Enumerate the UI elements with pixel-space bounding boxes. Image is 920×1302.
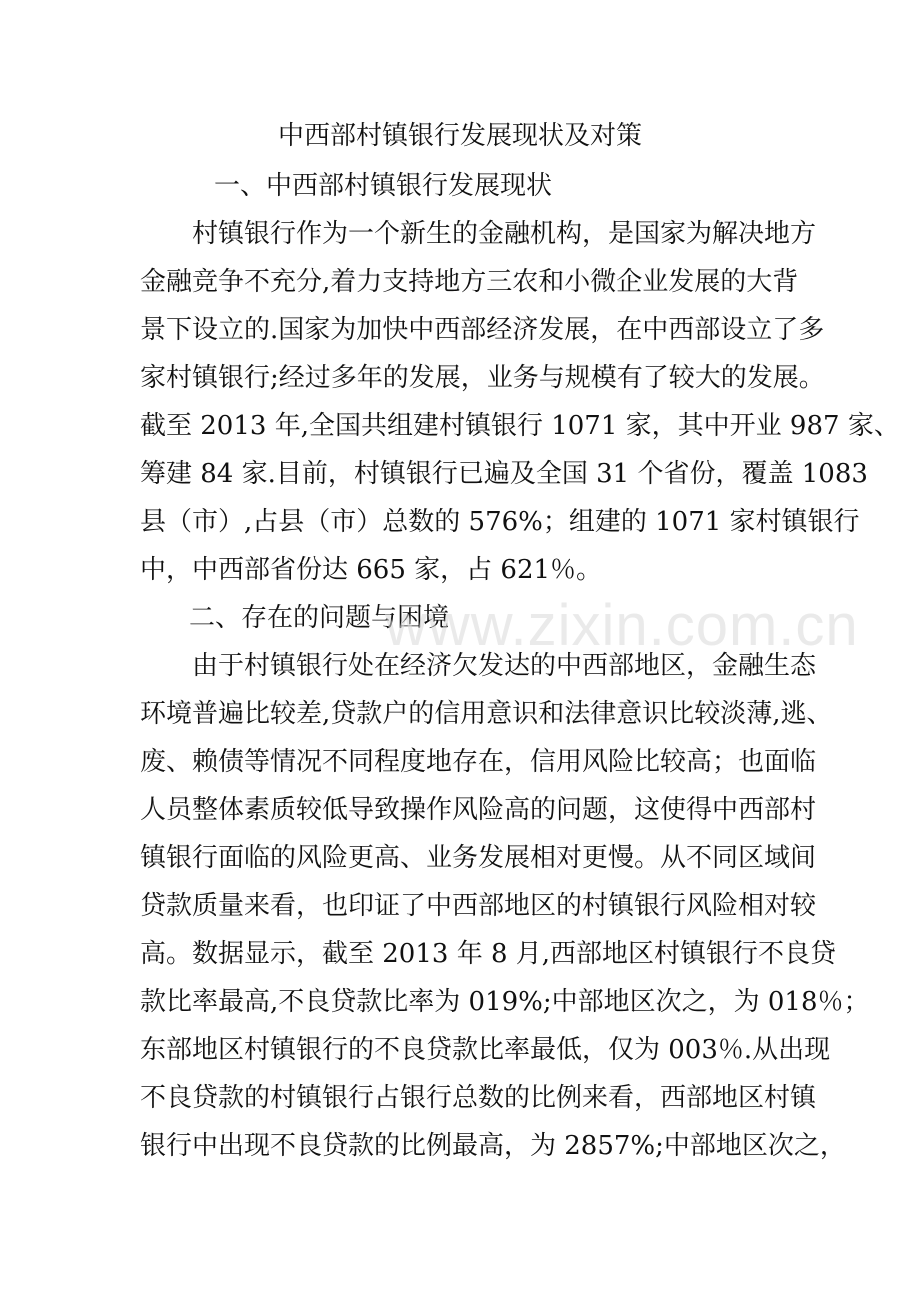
paragraph-line: 东部地区村镇银行的不良贷款比率最低，仅为 003％.从出现	[140, 1035, 831, 1065]
section-1-paragraph	[140, 210, 900, 594]
site-watermark: www.zixin.com.cn	[385, 593, 859, 658]
paragraph-line: 废、赖债等情况不同程度地存在，信用风险比较高；也面临	[140, 747, 817, 777]
paragraph-line: 中，中西部省份达 665 家，占 621％。	[140, 555, 603, 585]
paragraph-line: 款比率最高,不良贷款比率为 019%;中部地区次之，为 018％；	[140, 987, 870, 1017]
paragraph-line: 高。数据显示，截至 2013 年 8 月,西部地区村镇银行不良贷	[140, 939, 837, 969]
section-1-heading: 一、中西部村镇银行发展现状	[214, 171, 553, 201]
section-2-paragraph	[140, 642, 870, 1170]
paragraph-line: 人员整体素质较低导致操作风险高的问题，这使得中西部村	[140, 795, 817, 825]
paragraph-line: 村镇银行作为一个新生的金融机构，是国家为解决地方	[140, 219, 817, 249]
paragraph-line: 贷款质量来看，也印证了中西部地区的村镇银行风险相对较	[140, 891, 817, 921]
paragraph-line: 筹建 84 家.目前，村镇银行已遍及全国 31 个省份，覆盖 1083	[140, 459, 868, 489]
section-2-heading: 二、存在的问题与困境	[189, 603, 450, 633]
paragraph-line: 金融竞争不充分,着力支持地方三农和小微企业发展的大背	[140, 267, 799, 297]
paragraph-line: 银行中出现不良贷款的比例最高，为 2857%;中部地区次之，	[140, 1131, 846, 1161]
paragraph-line: 镇银行面临的风险更高、业务发展相对更慢。从不同区域间	[140, 843, 817, 873]
paragraph-line: 家村镇银行;经过多年的发展，业务与规模有了较大的发展。	[140, 363, 825, 393]
paragraph-line: 景下设立的.国家为加快中西部经济发展，在中西部设立了多	[140, 315, 825, 345]
paragraph-line: 由于村镇银行处在经济欠发达的中西部地区，金融生态	[140, 651, 817, 681]
document-title: 中西部村镇银行发展现状及对策	[277, 121, 642, 151]
paragraph-line: 截至 2013 年,全国共组建村镇银行 1071 家，其中开业 987 家、	[140, 411, 900, 441]
paragraph-line: 县（市）,占县（市）总数的 576%；组建的 1071 家村镇银行	[140, 507, 860, 537]
paragraph-line: 不良贷款的村镇银行占银行总数的比例来看，西部地区村镇	[140, 1083, 817, 1113]
paragraph-line: 环境普遍比较差,贷款户的信用意识和法律意识比较淡薄,逃、	[140, 699, 833, 729]
